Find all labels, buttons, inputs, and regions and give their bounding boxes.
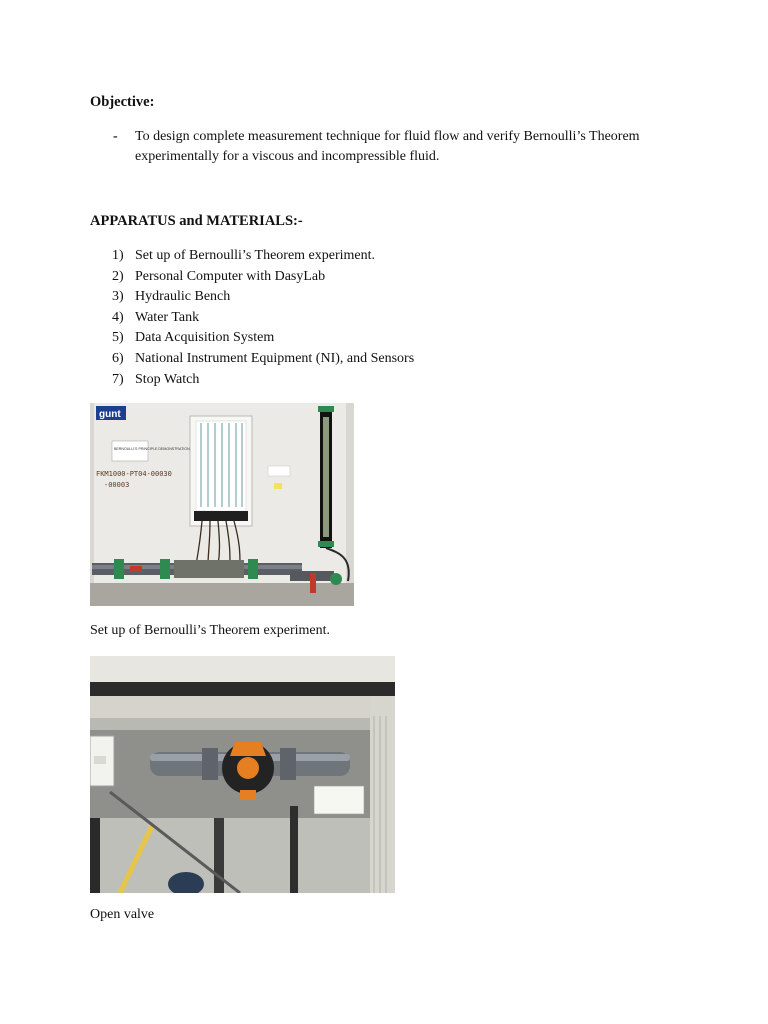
- list-item-label: Personal Computer with DasyLab: [135, 268, 326, 284]
- materials-list: [112, 246, 414, 390]
- panel-title-text: BERNOULLI'S PRINCIPLE DEMONSTRATION: [114, 447, 190, 451]
- list-number: 7): [112, 371, 124, 387]
- list-number: 5): [112, 330, 124, 346]
- list-item-label: National Instrument Equipment (NI), and Sensors: [135, 350, 415, 366]
- list-item-label: Water Tank: [135, 309, 200, 325]
- list-item: [112, 287, 414, 308]
- list-number: 1): [112, 248, 124, 263]
- list-item: [112, 370, 414, 391]
- serial-number-1: FKM1000-PT04-00030: [96, 470, 172, 478]
- list-item-label: Set up of Bernoulli’s Theorem experiment.: [135, 248, 376, 263]
- bernoulli-apparatus-illustration: [90, 403, 354, 606]
- objective-heading: Objective:: [90, 94, 155, 110]
- figure-caption: Set up of Bernoulli’s Theorem experiment.: [90, 623, 331, 638]
- gunt-logo-text: gunt: [99, 409, 121, 420]
- list-item: [112, 246, 414, 267]
- list-item-label: Data Acquisition System: [135, 330, 275, 346]
- list-number: 3): [112, 289, 124, 305]
- open-valve-photo: [90, 656, 395, 893]
- list-item-label: Hydraulic Bench: [135, 289, 231, 305]
- list-item: [112, 349, 414, 370]
- serial-number-2: -00003: [104, 481, 130, 489]
- objective-text: To design complete measurement technique for fluid flow and verify Bernoulli’s Theorem experimentally for a viscous and incompressible fluid.: [135, 129, 640, 164]
- list-item: [112, 267, 414, 288]
- list-item-label: Stop Watch: [135, 371, 200, 387]
- open-valve-illustration: [90, 656, 395, 893]
- list-number: 6): [112, 350, 124, 366]
- bernoulli-setup-photo: [90, 403, 354, 606]
- list-item: [112, 308, 414, 329]
- bullet-dash: -: [113, 129, 118, 144]
- list-number: 4): [112, 309, 124, 325]
- figure-caption: Open valve: [90, 907, 155, 922]
- list-number: 2): [112, 268, 124, 284]
- list-item: [112, 328, 414, 349]
- apparatus-heading: APPARATUS and MATERIALS:-: [90, 213, 303, 229]
